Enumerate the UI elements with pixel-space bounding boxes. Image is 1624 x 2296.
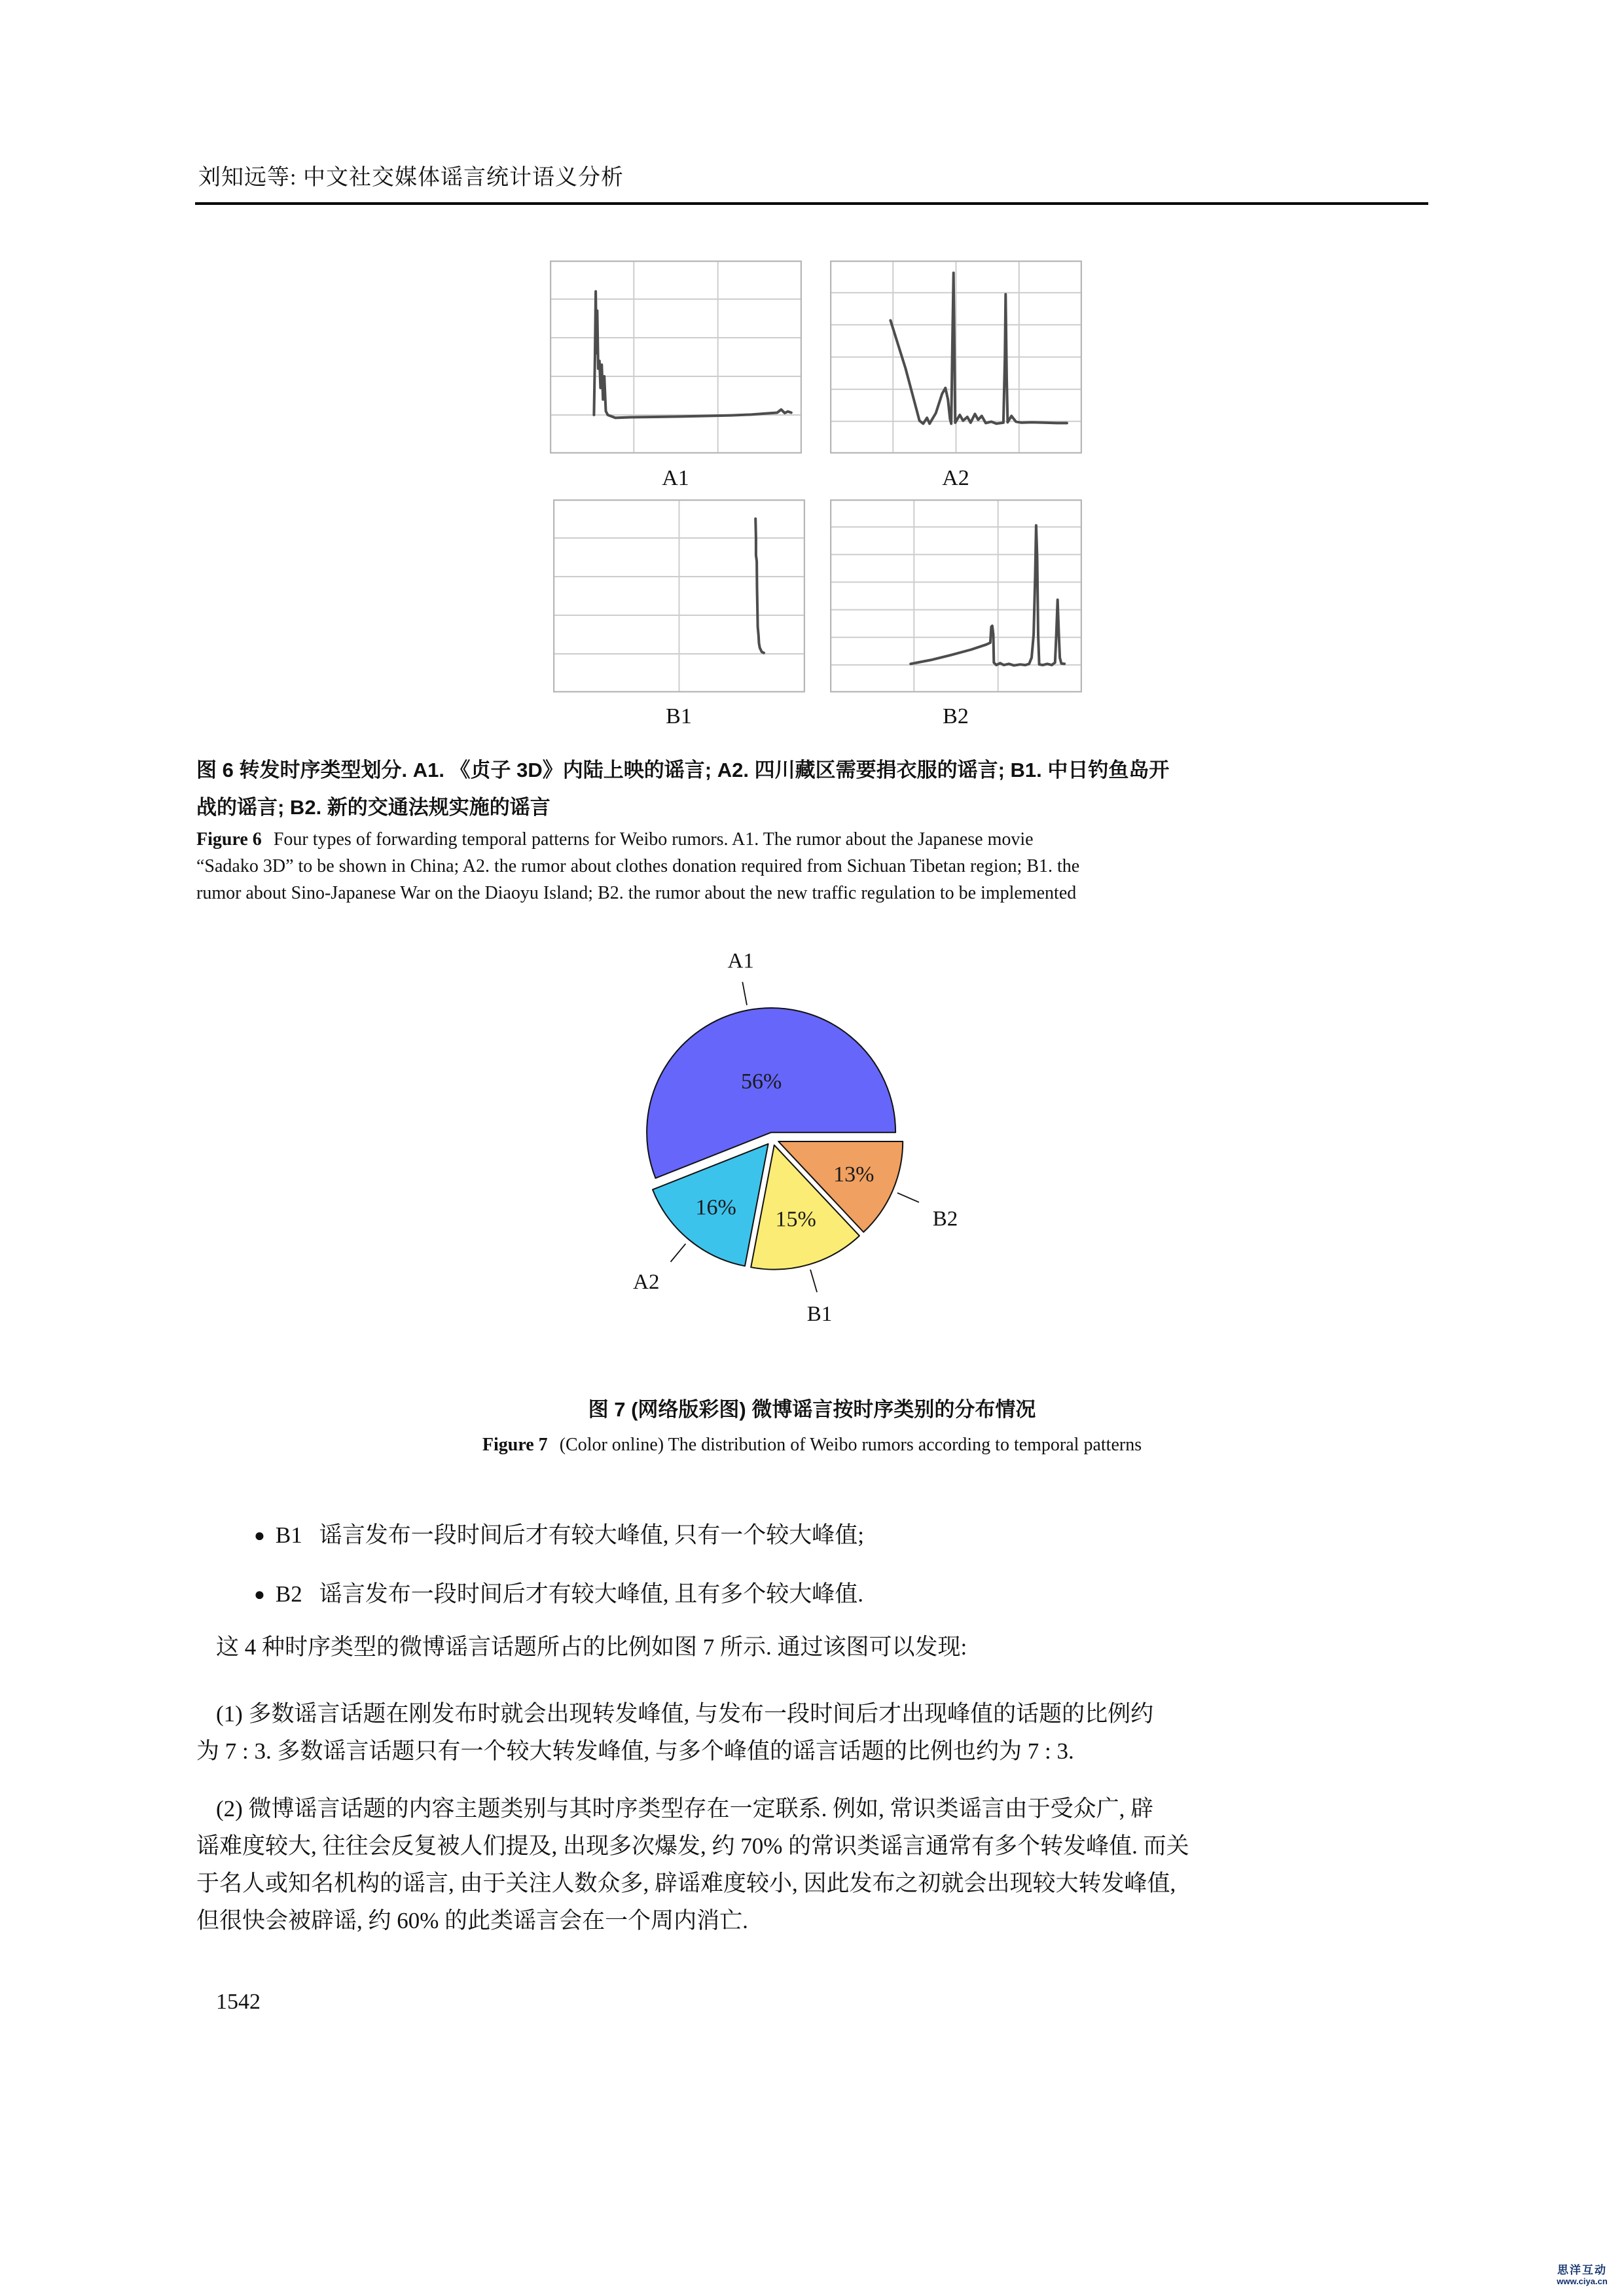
figure6-label: Figure 6 — [196, 829, 262, 850]
bullet-b2-text: 谣言发布一段时间后才有较大峰值, 且有多个较大峰值. — [319, 1581, 864, 1607]
bullet-icon: ● — [254, 1526, 265, 1546]
pie-chart — [576, 949, 995, 1342]
paragraph-2 — [196, 1790, 1432, 1939]
svg-text:16%: 16% — [695, 1195, 736, 1220]
svg-text:B2: B2 — [932, 1207, 958, 1231]
paragraph-2-line1: (2) 微博谣言话题的内容主题类别与其时序类型存在一定联系. 例如, 常识类谣言由于受众广, 辟 — [216, 1796, 1154, 1821]
line-chart-a2 — [830, 260, 1082, 454]
paragraph-2-line2: 谣难度较大, 往往会反复被人们提及, 出现多次爆发, 约 70% 的常识类谣言通常有多个转发峰值. 而关 — [196, 1833, 1189, 1859]
watermark-name: 思洋互动 — [1557, 2264, 1607, 2276]
line-chart-a1 — [550, 260, 802, 454]
figure7-caption-en-text: (Color online) The distribution of Weibo rumors according to temporal patterns — [559, 1435, 1142, 1455]
running-header: 刘知远等: 中文社交媒体谣言统计语义分析 — [198, 166, 624, 190]
figure6-caption-zh-line1: 图 6 转发时序类型划分. A1. 《贞子 3D》内陆上映的谣言; A2. 四川藏区需要捐衣服的谣言; B1. 中日钓鱼岛开 — [196, 759, 1170, 781]
bullet-item-b1 — [254, 1517, 864, 1550]
paragraph-2-line4: 但很快会被辟谣, 约 60% 的此类谣言会在一个周内消亡. — [196, 1908, 748, 1933]
figure6-caption-en-line1-text: Four types of forwarding temporal patterns for Weibo rumors. A1. The rumor about the Japanese movie — [273, 829, 1034, 850]
site-watermark — [1542, 2265, 1622, 2286]
paragraph-2-line3: 于名人或知名机构的谣言, 由于关注人数众多, 辟谣难度较小, 因此发布之初就会出现较大转发峰值, — [196, 1871, 1176, 1896]
svg-text:A2: A2 — [633, 1270, 660, 1294]
bullet-b1-label: B1 — [275, 1522, 302, 1548]
panel-label-b2: B2 — [943, 704, 969, 728]
bullet-item-b2 — [254, 1576, 863, 1609]
panel-label-a2: A2 — [942, 466, 969, 490]
paragraph-1-line2: 为 7 : 3. 多数谣言话题只有一个较大转发峰值, 与多个峰值的谣言话题的比例也约为 7 : 3. — [196, 1738, 1074, 1764]
panel-label-a1: A1 — [662, 466, 689, 490]
paragraph-intro-line1: 这 4 种时序类型的微博谣言话题所占的比例如图 7 所示. 通过该图可以发现: — [216, 1634, 967, 1660]
panel-label-b1: B1 — [666, 704, 692, 728]
svg-text:A1: A1 — [727, 949, 754, 973]
paragraph-intro — [196, 1628, 1432, 1666]
figure6-caption-zh-line2: 战的谣言; B2. 新的交通法规实施的谣言 — [196, 796, 550, 819]
svg-text:B1: B1 — [806, 1302, 833, 1326]
line-chart-b2 — [830, 499, 1082, 692]
figure6-caption-zh — [196, 751, 1430, 826]
figure7-caption-zh: 图 7 (网络版彩图) 微博谣言按时序类别的分布情况 — [588, 1398, 1036, 1421]
header-rule — [195, 202, 1428, 205]
bullet-b2-label: B2 — [275, 1581, 302, 1607]
figure6-caption-en-line2: “Sadako 3D” to be shown in China; A2. the rumor about clothes donation required from Sichuan Tibetan region; B1. the — [196, 856, 1080, 876]
line-chart-b1 — [553, 499, 805, 692]
paragraph-1-line1: (1) 多数谣言话题在刚发布时就会出现转发峰值, 与发布一段时间后才出现峰值的话题的比例约 — [216, 1701, 1154, 1727]
svg-text:15%: 15% — [775, 1207, 816, 1232]
figure7-caption-en — [0, 1435, 1624, 1456]
watermark-url: www.ciya.cn — [1557, 2276, 1608, 2286]
paragraph-1 — [196, 1695, 1432, 1770]
bullet-icon: ● — [254, 1585, 265, 1605]
svg-text:13%: 13% — [833, 1162, 875, 1187]
svg-text:56%: 56% — [741, 1069, 782, 1094]
page-number: 1542 — [216, 1990, 261, 2014]
figure7-label: Figure 7 — [482, 1435, 548, 1455]
figure6-caption-en-line1 — [196, 826, 1434, 853]
bullet-b1-text: 谣言发布一段时间后才有较大峰值, 只有一个较大峰值; — [319, 1522, 865, 1548]
figure6-caption-en-line3: rumor about Sino-Japanese War on the Diaoyu Island; B2. the rumor about the new traffic regulation to be implemented — [196, 883, 1077, 903]
figure6-caption-en — [196, 826, 1434, 906]
